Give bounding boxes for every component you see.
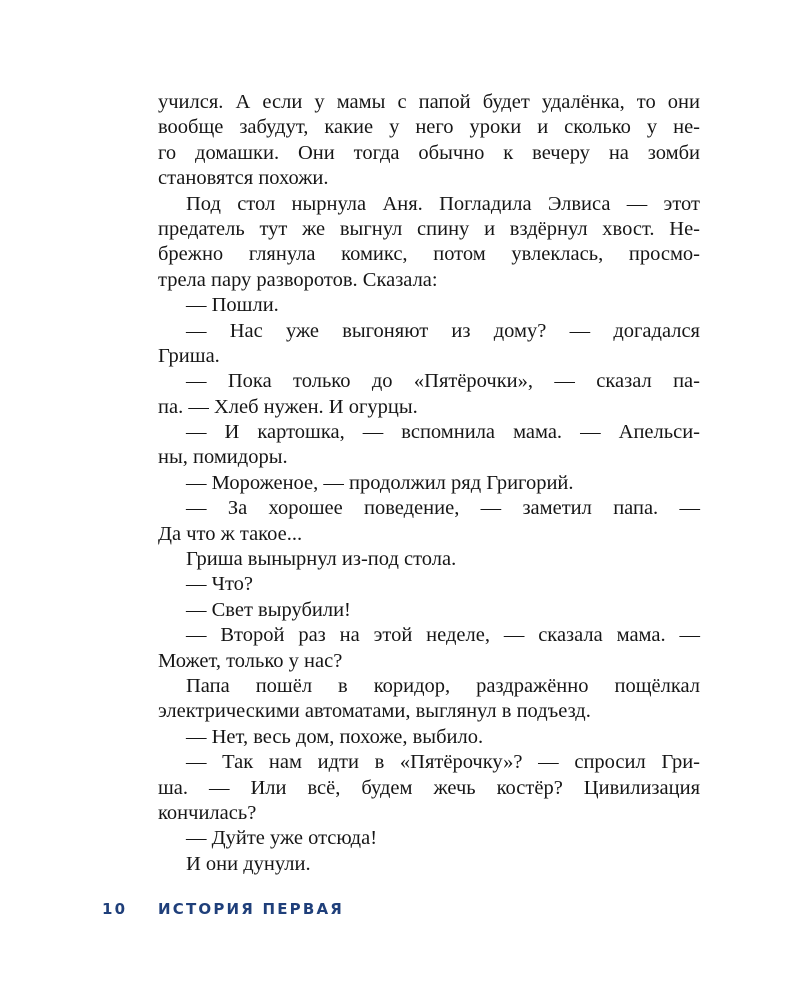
text-line: — И картошка, — вспомнила мама. — Апельси- (186, 421, 700, 444)
text-line: па. — Хлеб нужен. И огурцы. (158, 395, 418, 418)
text-line: И они дунули. (186, 852, 311, 875)
text-line: — Что? (186, 573, 253, 596)
text-line: ша. — Или всё, будем жечь костёр? Цивилизация (158, 776, 700, 799)
text-line: — Дуйте уже отсюда! (186, 827, 378, 850)
text-line: учился. А если у мамы с папой будет удалёнка, то они (158, 91, 700, 113)
text-line: Гриша. (158, 344, 220, 367)
text-line: — За хорошее поведение, — заметил папа. — (186, 497, 700, 520)
text-line: ны, помидоры. (158, 446, 288, 469)
text-line: предатель тут же выгнул спину и вздёрнул хвост. Не- (158, 217, 700, 240)
text-line: — Второй раз на этой неделе, — сказала мама. — (186, 624, 700, 647)
text-line: Под стол нырнула Аня. Погладила Элвиса — этот (186, 192, 700, 215)
text-line: брежно глянула комикс, потом увлеклась, просмо- (158, 243, 700, 266)
text-line: Папа пошёл в коридор, раздражённо пощёлкал (186, 674, 700, 697)
text-line: — Свет вырубили! (186, 598, 351, 621)
text-line: Да что ж такое... (158, 522, 303, 545)
text-line: Гриша вынырнул из-под стола. (186, 548, 457, 571)
text-line: электрическими автоматами, выглянул в подъезд. (158, 700, 591, 723)
text-line: — Мороженое, — продолжил ряд Григорий. (186, 471, 574, 494)
page-number: 10 (102, 900, 128, 918)
text-line: — Пошли. (186, 294, 279, 317)
text-line: кончилась? (158, 801, 257, 824)
text-line: го домашки. Они тогда обычно к вечеру на зомби (158, 141, 700, 164)
text-line: трела пару разворотов. Сказала: (158, 268, 438, 291)
page-body-text (158, 90, 700, 877)
text-line: — Так нам идти в «Пятёрочку»? — спросил Гри- (186, 751, 700, 774)
text-line: — Нет, весь дом, похоже, выбило. (186, 725, 484, 748)
text-line: становятся похожи. (158, 167, 329, 190)
text-line: вообще забудут, какие у него уроки и сколько у не- (158, 116, 700, 139)
text-line: — Нас уже выгоняют из дому? — догадался (186, 319, 700, 342)
text-line: Может, только у нас? (158, 649, 343, 672)
text-line: — Пока только до «Пятёрочки», — сказал па- (186, 370, 700, 393)
running-head: ИСТОРИЯ ПЕРВАЯ (158, 900, 345, 918)
